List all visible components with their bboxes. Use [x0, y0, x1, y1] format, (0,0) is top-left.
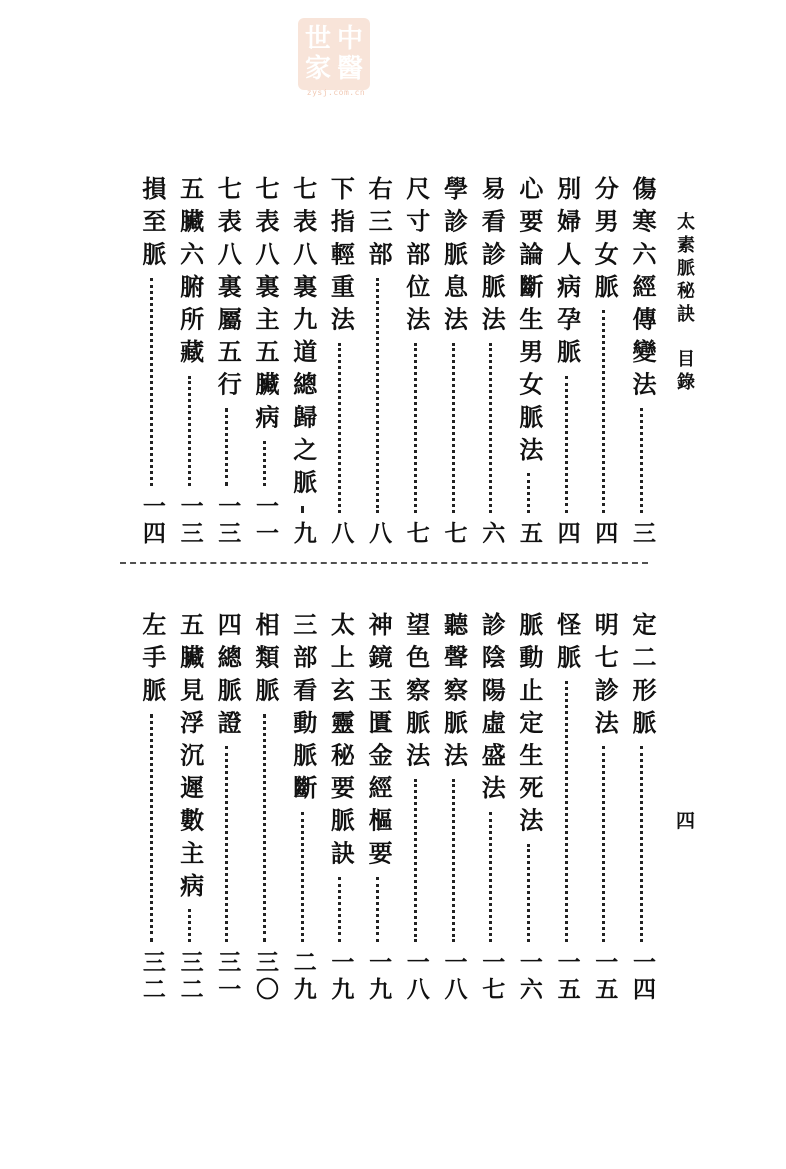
toc-entry-page: 一八 — [402, 950, 430, 1004]
dot-leader — [225, 408, 228, 486]
toc-entry-page: 九 — [289, 521, 317, 548]
toc-entry[interactable] — [360, 176, 396, 548]
dot-leader — [376, 877, 379, 942]
toc-entry[interactable] — [586, 612, 622, 1004]
toc-entry-page: 一四 — [629, 950, 656, 1004]
toc-entry[interactable] — [322, 612, 358, 1004]
toc-entry[interactable] — [172, 612, 208, 1004]
toc-entry[interactable] — [549, 612, 585, 1004]
section-divider — [120, 562, 648, 564]
toc-entry-page: 三二 — [138, 950, 166, 1004]
toc-entry-page: 一三 — [214, 494, 242, 548]
toc-entry[interactable] — [511, 612, 547, 1004]
dot-leader — [452, 779, 455, 942]
dot-leader — [188, 376, 191, 486]
toc-entry[interactable] — [436, 176, 472, 548]
toc-entry-page: 三一 — [214, 950, 242, 1004]
toc-entry-page: 二九 — [289, 950, 317, 1004]
toc-entry-title: 太上玄靈秘要脈訣 — [326, 612, 356, 873]
dot-leader — [565, 376, 568, 513]
toc-entry-page: 一一 — [252, 494, 279, 548]
toc-entry-title: 怪脈 — [552, 612, 582, 678]
toc-entry[interactable] — [436, 612, 472, 1004]
toc-entry-page: 一九 — [327, 950, 355, 1004]
watermark-glyph: 家 — [304, 54, 331, 84]
watermark-glyph: 中 — [336, 24, 363, 54]
dot-leader — [489, 343, 492, 513]
toc-entry-title: 七表八裏屬五行 — [213, 176, 243, 405]
dot-leader — [527, 473, 530, 513]
toc-entry-title: 尺寸部位法 — [401, 176, 431, 339]
toc-entry-title: 七表八裏主五臟病 — [251, 176, 280, 437]
toc-entry-page: 一八 — [440, 950, 468, 1004]
toc-entry-title: 四總脈證 — [213, 612, 243, 743]
toc-entry-title: 五臟六腑所藏 — [175, 176, 205, 372]
toc-entry[interactable] — [624, 176, 660, 548]
toc-entry[interactable] — [134, 612, 170, 1004]
toc-entry-page: 五 — [515, 521, 543, 548]
toc-entry-title: 五臟見浮沉遲數主病 — [175, 612, 205, 906]
dot-leader — [602, 310, 605, 513]
toc-entry[interactable] — [172, 176, 208, 548]
toc-block-top — [112, 176, 660, 548]
toc-entry-page: 七 — [440, 521, 468, 548]
toc-entry-title: 下指輕重法 — [326, 176, 356, 339]
toc-entry-title: 右三部 — [364, 176, 394, 274]
toc-entry-page: 三二 — [176, 950, 204, 1004]
toc-entry[interactable] — [511, 176, 547, 548]
toc-entry-page: 七 — [402, 521, 430, 548]
toc-entry-title: 左手脈 — [137, 612, 167, 710]
dot-leader — [376, 278, 379, 513]
watermark-glyph: 世 — [304, 24, 331, 54]
toc-entry[interactable] — [473, 176, 509, 548]
dot-leader — [301, 506, 304, 513]
toc-entry[interactable] — [134, 176, 170, 548]
toc-entry-title: 心要論斷生男女脈法 — [514, 176, 544, 470]
toc-entry-title: 學診脈息法 — [439, 176, 469, 339]
dot-leader — [414, 343, 417, 513]
dot-leader — [263, 714, 266, 942]
toc-entry-title: 易看診脈法 — [477, 176, 507, 339]
toc-entry[interactable] — [398, 176, 434, 548]
toc-entry-page: 八 — [327, 521, 355, 548]
toc-entry-page: 四 — [553, 521, 581, 548]
toc-entry-page: 八 — [365, 521, 393, 548]
page-number: 四 — [676, 810, 696, 832]
dot-leader — [188, 909, 191, 942]
toc-entry-title: 相類脈 — [251, 612, 280, 710]
toc-entry-title: 傷寒六經傳變法 — [628, 176, 657, 405]
toc-entry[interactable] — [209, 176, 245, 548]
dot-leader — [301, 812, 304, 942]
watermark-glyph: 醫 — [336, 54, 363, 84]
toc-entry[interactable] — [360, 612, 396, 1004]
dot-leader — [263, 441, 266, 486]
dot-leader — [527, 844, 530, 942]
toc-entry-title: 聽聲察脈法 — [439, 612, 469, 775]
toc-entry[interactable] — [549, 176, 585, 548]
toc-block-bottom — [112, 612, 660, 1004]
toc-entry-page: 一四 — [138, 494, 166, 548]
dot-leader — [338, 877, 341, 942]
dot-leader — [602, 746, 605, 942]
section-title: 目錄 — [674, 349, 695, 395]
dot-leader — [414, 779, 417, 942]
toc-entry[interactable] — [285, 176, 321, 548]
toc-entry-page: 一七 — [478, 950, 506, 1004]
toc-entry-title: 別婦人病孕脈 — [552, 176, 582, 372]
dot-leader — [640, 408, 643, 513]
dot-leader — [640, 746, 643, 942]
toc-entry[interactable] — [285, 612, 321, 1004]
dot-leader — [452, 343, 455, 513]
toc-entry-title: 神鏡玉匱金經樞要 — [364, 612, 394, 873]
toc-entry[interactable] — [247, 176, 283, 548]
toc-entry-page: 一六 — [515, 950, 543, 1004]
toc-entry[interactable] — [398, 612, 434, 1004]
toc-entry[interactable] — [624, 612, 660, 1004]
toc-entry-title: 三部看動脈斷 — [288, 612, 318, 808]
dot-leader — [489, 812, 492, 942]
book-title: 太素脈秘訣 — [674, 212, 695, 327]
toc-entry-page: 六 — [478, 521, 506, 548]
watermark-url: zysj.com.cn — [306, 88, 366, 97]
toc-entry[interactable] — [322, 176, 358, 548]
toc-entry-title: 定二形脈 — [628, 612, 657, 743]
toc-entry-title: 望色察脈法 — [401, 612, 431, 775]
dot-leader — [338, 343, 341, 513]
toc-entry-page: 三 — [629, 521, 656, 548]
dot-leader — [150, 714, 153, 942]
toc-entry-page: 三〇 — [252, 950, 279, 1004]
toc-entry-page: 一五 — [591, 950, 619, 1004]
dot-leader — [565, 681, 568, 942]
dot-leader — [150, 278, 153, 486]
toc-entry-page: 一五 — [553, 950, 581, 1004]
watermark-logo — [298, 18, 370, 90]
toc-entry-page: 一三 — [176, 494, 204, 548]
toc-entry-page: 四 — [591, 521, 619, 548]
toc-entry-title: 分男女脈 — [590, 176, 620, 307]
toc-entry-title: 明七診法 — [590, 612, 620, 743]
dot-leader — [225, 746, 228, 942]
toc-entry[interactable] — [473, 612, 509, 1004]
running-head — [673, 212, 697, 395]
toc-entry[interactable] — [247, 612, 283, 1004]
toc-entry-page: 一九 — [365, 950, 393, 1004]
toc-entry-title: 診陰陽虛盛法 — [477, 612, 507, 808]
toc-entry-title: 損至脈 — [137, 176, 167, 274]
toc-entry[interactable] — [209, 612, 245, 1004]
toc-entry[interactable] — [586, 176, 622, 548]
toc-entry-title: 七表八裏九道總歸之脈 — [288, 176, 318, 502]
toc-entry-title: 脈動止定生死法 — [514, 612, 544, 841]
